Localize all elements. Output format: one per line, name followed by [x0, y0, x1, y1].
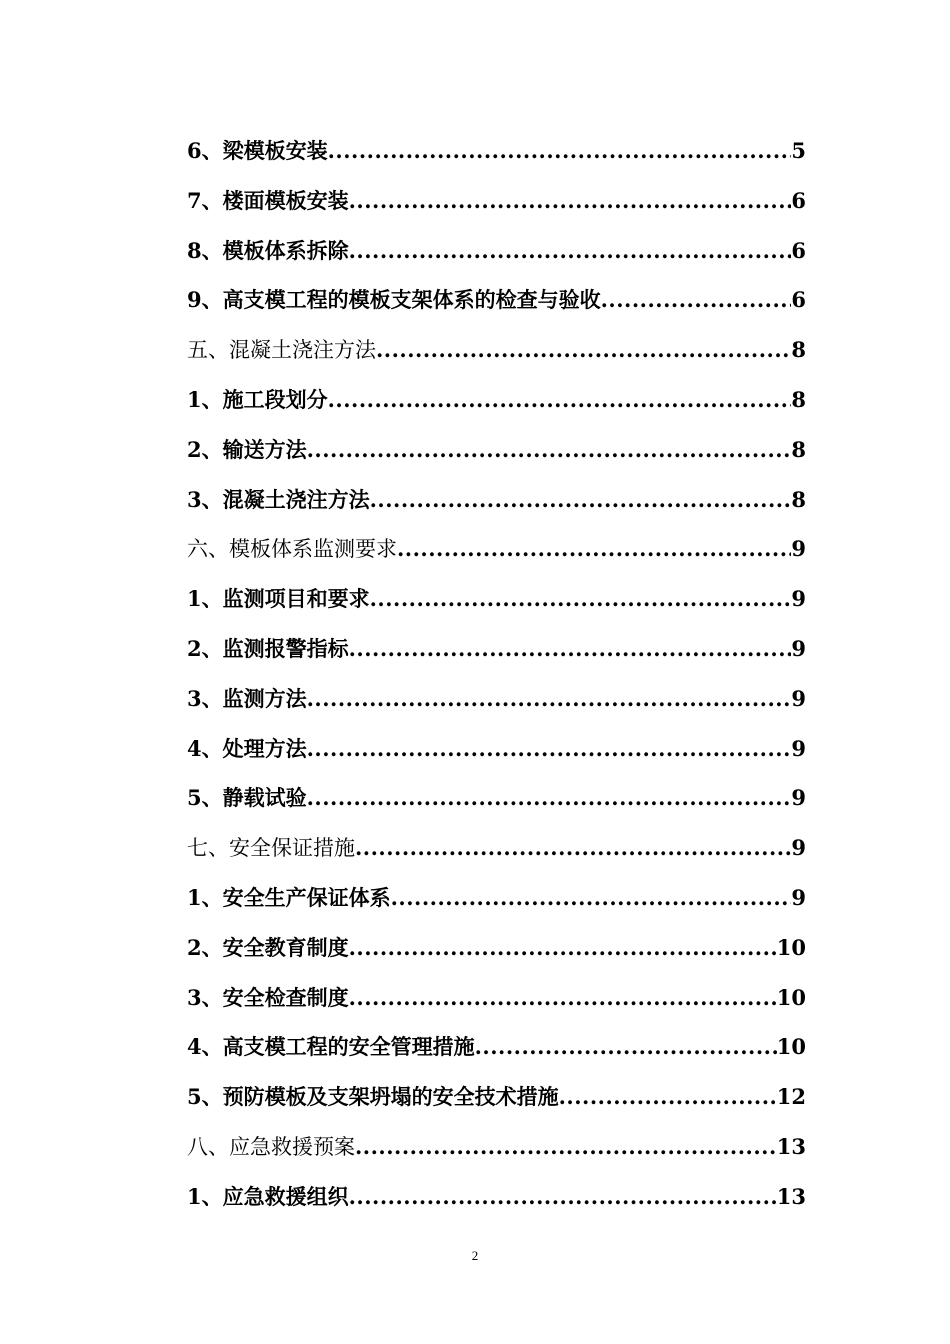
toc-dot-leader	[391, 873, 792, 923]
toc-dot-leader	[349, 1172, 777, 1222]
toc-entry-label: 1、监测项目和要求	[187, 586, 370, 612]
toc-dot-leader	[601, 275, 792, 325]
toc-entry[interactable]	[187, 1072, 806, 1122]
toc-entry[interactable]	[187, 574, 806, 624]
toc-dot-leader	[376, 325, 791, 375]
toc-entry[interactable]	[187, 375, 806, 425]
toc-entry[interactable]	[187, 923, 806, 973]
toc-entry[interactable]	[187, 873, 806, 923]
toc-entry-page: 13	[776, 1133, 806, 1159]
toc-entry-label: 3、安全检查制度	[187, 984, 349, 1010]
toc-entry-page: 10	[776, 934, 806, 960]
toc-entry-label: 2、监测报警指标	[187, 635, 349, 661]
toc-entry-label: 6、梁模板安装	[187, 138, 328, 163]
toc-entry[interactable]	[187, 226, 806, 276]
toc-dot-leader	[349, 973, 777, 1023]
toc-entry-page: 9	[791, 835, 806, 861]
toc-entry-page: 8	[791, 337, 806, 363]
toc-dot-leader	[328, 126, 792, 176]
toc-entry-label: 六、模板体系监测要求	[187, 537, 397, 562]
toc-dot-leader	[307, 724, 792, 774]
toc-entry-label: 9、高支模工程的模板支架体系的检查与验收	[187, 287, 601, 313]
toc-dot-leader	[307, 425, 792, 475]
toc-entry-page: 6	[791, 237, 806, 263]
toc-dot-leader	[559, 1072, 777, 1122]
toc-entry-label: 7、楼面模板安装	[187, 187, 349, 213]
toc-entry-label: 3、混凝土浇注方法	[187, 486, 370, 512]
toc-entry-label: 五、混凝土浇注方法	[187, 338, 376, 363]
toc-entry[interactable]	[187, 475, 806, 525]
toc-dot-leader	[355, 1122, 777, 1172]
toc-dot-leader	[349, 923, 777, 973]
toc-dot-leader	[355, 823, 791, 873]
table-of-contents	[187, 126, 806, 1222]
toc-entry-label: 1、应急救援组织	[187, 1183, 349, 1209]
toc-entry-page: 9	[791, 685, 806, 711]
toc-entry-page: 9	[791, 635, 806, 661]
toc-dot-leader	[349, 624, 792, 674]
toc-dot-leader	[475, 1022, 777, 1072]
toc-entry-label: 1、安全生产保证体系	[187, 884, 391, 910]
toc-dot-leader	[349, 226, 792, 276]
toc-entry[interactable]	[187, 1022, 806, 1072]
toc-entry[interactable]	[187, 1172, 806, 1222]
toc-entry-label: 3、监测方法	[187, 685, 307, 711]
toc-entry-label: 5、预防模板及支架坍塌的安全技术措施	[187, 1084, 559, 1110]
toc-dot-leader	[307, 674, 792, 724]
toc-entry-page: 9	[791, 536, 806, 562]
toc-entry[interactable]	[187, 275, 806, 325]
toc-entry-page: 9	[791, 884, 806, 910]
toc-dot-leader	[370, 574, 792, 624]
toc-entry-label: 8、模板体系拆除	[187, 237, 349, 263]
toc-entry-page: 8	[791, 386, 806, 412]
toc-entry[interactable]	[187, 425, 806, 475]
toc-entry-page: 6	[791, 287, 806, 313]
toc-entry-label: 2、安全教育制度	[187, 934, 349, 960]
toc-entry-label: 2、输送方法	[187, 436, 307, 462]
toc-entry-page: 9	[791, 785, 806, 811]
toc-entry-page: 8	[791, 486, 806, 512]
toc-entry-label: 5、静载试验	[187, 785, 307, 811]
toc-entry[interactable]	[187, 724, 806, 774]
toc-entry-label: 七、安全保证措施	[187, 836, 355, 861]
toc-entry-page: 10	[776, 1034, 806, 1060]
toc-section-entry[interactable]	[187, 823, 806, 873]
toc-entry-label: 4、高支模工程的安全管理措施	[187, 1034, 475, 1060]
toc-section-entry[interactable]	[187, 325, 806, 375]
toc-entry[interactable]	[187, 973, 806, 1023]
toc-section-entry[interactable]	[187, 1122, 806, 1172]
toc-entry[interactable]	[187, 773, 806, 823]
toc-entry-label: 1、施工段划分	[187, 386, 328, 412]
toc-entry-label: 4、处理方法	[187, 735, 307, 761]
toc-entry-page: 5	[791, 138, 806, 163]
toc-dot-leader	[349, 176, 792, 226]
toc-entry[interactable]	[187, 624, 806, 674]
toc-entry[interactable]	[187, 674, 806, 724]
toc-entry-page: 12	[776, 1084, 806, 1110]
toc-entry[interactable]	[187, 126, 806, 176]
page-number: 2	[471, 1248, 479, 1263]
toc-section-entry[interactable]	[187, 524, 806, 574]
toc-entry-page: 6	[791, 187, 806, 213]
toc-entry-page: 9	[791, 735, 806, 761]
toc-dot-leader	[397, 524, 791, 574]
toc-entry-page: 8	[791, 436, 806, 462]
toc-entry-page: 10	[776, 984, 806, 1010]
toc-dot-leader	[328, 375, 792, 425]
toc-entry-page: 9	[791, 586, 806, 612]
toc-dot-leader	[370, 475, 792, 525]
toc-entry-label: 八、应急救援预案	[187, 1134, 355, 1159]
toc-dot-leader	[307, 773, 792, 823]
toc-entry-page: 13	[776, 1183, 806, 1209]
toc-entry[interactable]	[187, 176, 806, 226]
